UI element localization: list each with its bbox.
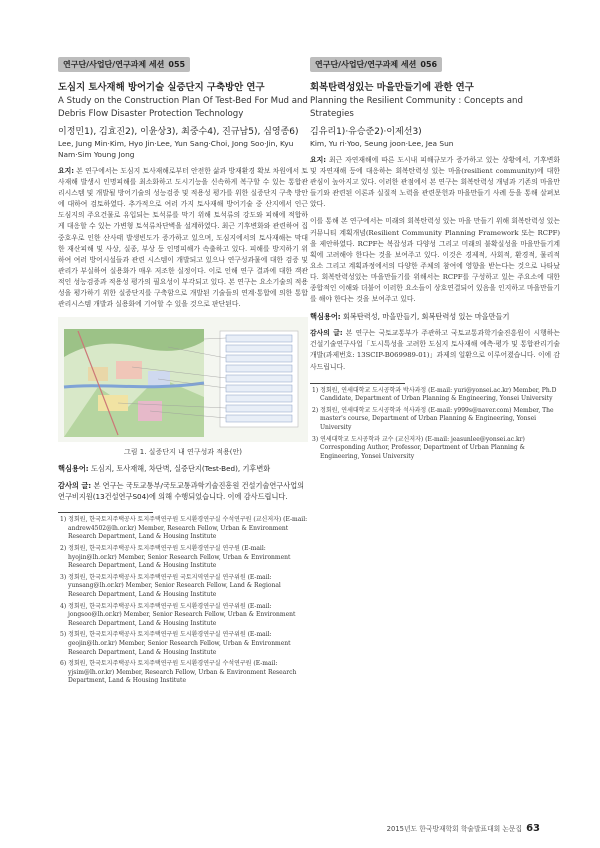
keywords-text: 회복탄력성, 마을만들기, 회복탄력성 있는 마을만들기 <box>342 312 510 322</box>
article-title-ko: 회복탄력성있는 마을만들기에 관한 연구 <box>310 82 474 93</box>
figure-1 <box>58 317 308 442</box>
session-tag-number: 056 <box>420 60 438 69</box>
session-tag-label: 연구단/사업단/연구과제 세션 <box>315 60 417 69</box>
authors-ko: 이정민1), 김효진2), 이윤상3), 최중수4), 진규남5), 심영종6) <box>58 127 299 137</box>
session-tag <box>310 57 442 72</box>
footnote: 3) 정회원, 한국토지주택공사 토지주택연구원 국토지역연구실 연구위원 (E-mail: yunsang@lh.or.kr) Member, Senior Research Fellow, Land & Regional Research Department, Land & Housing Institute <box>60 573 281 598</box>
page-footer <box>387 823 540 834</box>
keywords <box>310 311 560 322</box>
abstract-label: 요지: <box>58 167 74 175</box>
footnotes <box>310 387 560 462</box>
abstract-label: 요지: <box>310 156 326 164</box>
abstract <box>310 155 560 210</box>
footnote: 3) 연세대학교 도시공학과 교수 (교신저자) (E-mail: jeasunlee@yonsei.ac.kr) Corresponding Author, Professor, Department of Urban Planning & Engineering, Yonsei University <box>312 435 525 460</box>
article-title-en: Planning the Resilient Community : Concepts and Strategies <box>310 96 523 119</box>
footnote: 2) 정회원, 연세대학교 도시공학과 석사과정 (E-mail: y999s@naver.com) Member, The master's course, Department of Urban Planning & Engineering, Yonsei University <box>312 406 554 431</box>
footnote: 4) 정회원, 한국토지주택공사 토지주택연구원 도시환경연구실 연구위원 (E-mail: jongsoo@lh.or.kr) Member, Senior Research Fellow, Urban & Environment Research Department, Land & Housing Institute <box>60 602 296 627</box>
session-tag-number: 055 <box>168 60 186 69</box>
ack-text: 본 연구는 국토교통부/국토교통과학기술진흥원 건설기술연구사업의 연구비지원(13건설연구S04)에 의해 수행되었습니다. 이에 감사드립니다. <box>58 481 305 502</box>
acknowledgement <box>310 328 560 372</box>
keywords-label: 핵심용어: <box>58 464 89 474</box>
footnote: 5) 정회원, 한국토지주택공사 토지주택연구원 도시환경연구실 연구위원 (E-mail: geojin@lh.or.kr) Member, Senior Research Fellow, Urban & Environment Research Department, Land & Housing Institute <box>60 631 291 656</box>
authors-en: Lee, Jung Min·Kim, Hyo Jin·Lee, Yun Sang·Choi, Jong Soo·Jin, Kyu Nam·Sim Young Jong <box>58 139 294 159</box>
footnote: 6) 정회원, 한국토지주택공사 토지주택연구원 도시환경연구실 수석연구원 (E-mail: yjsim@lh.or.kr) Member, Research Fellow, Urban & Environment Research Department, Land & Housing Institute <box>60 660 297 685</box>
abstract-text: 최근 자연재해에 따른 도시내 피해규모가 증가하고 있는 상황에서, 기후변화 및 자연재해 등에 대응하는 회복탄력성 있는 마을(resilient community)에 대한 관심이 높아지고 있다. 이러한 관점에서 본 연구는 회복탄력성 개념과 기존의 마을만들기와 관련된 이론과 실질적 노력을 관련문헌과 마을만들기 사례 등을 통해 살펴보았다. <box>310 156 560 209</box>
footnote: 2) 정회원, 한국토지주택공사 토지주택연구원 도시환경연구실 연구원 (E-mail: hyojin@lh.or.kr) Member, Senior Research Fellow, Urban & Environment Research Department, Land & Housing Institute <box>60 545 291 570</box>
footnote-divider <box>58 512 153 513</box>
left-article <box>58 52 308 686</box>
keywords-label: 핵심용어: <box>310 312 341 322</box>
authors-ko: 김유리1)·유승준2)·이제선3) <box>310 127 422 137</box>
keywords <box>58 463 308 474</box>
right-article <box>310 52 560 461</box>
article-title-en: A Study on the Construction Plan Of Test-Bed For Mud and Debris Flow Disaster Protection Technology <box>58 96 308 119</box>
footnote: 1) 정회원, 연세대학교 도시공학과 박사과정 (E-mail: yuri@yonsei.ac.kr) Member, Ph.D Candidate, Department of Urban Planning & Engineering, Yonsei University <box>312 386 557 403</box>
footnote-divider <box>310 383 405 384</box>
session-tag-label: 연구단/사업단/연구과제 세션 <box>63 60 165 69</box>
footnote: 1) 정회원, 한국토지주택공사 토지주택연구원 도시환경연구실 수석연구원 (교신저자) (E-mail: andrew4502@lh.or.kr) Member, Research Fellow, Urban & Environment Research Department, Land & Housing Institute <box>60 516 308 541</box>
keywords-text: 도심지, 토사재해, 차단벽, 실증단지(Test-Bed), 기후변화 <box>90 464 271 474</box>
abstract-continued: 이를 통해 본 연구에서는 미래의 회복탄력성 있는 마을 만들기 위해 회복탄력성 있는 커뮤니티 계획개념(Resilient Community Planning Framework 또는 RCPF)을 제안하였다. RCPF는 복잡성과 다양성 그리고 미래의 불확실성을 마을만들기계획에 고려해야 한다는 것을 보여주고 있다. 이것은 경제적, 사회적, 환경적, 물리적 요소 그리고 계획과정에서의 다양한 주체의 참여에 영향을 받는다는 것으로 나타났다. 회복탄력성있는 마을만들기를 위해서는 RCPF를 구성하고 있는 주요소에 대한 종합적인 이해와 더불어 이러한 요소들이 상호연결되어 있음을 인지하고 마을만들기를 해야 한다는 것을 보여주고 있다. <box>310 217 560 304</box>
authors-en: Kim, Yu ri·Yoo, Seung joon·Lee, Jea Sun <box>310 139 454 148</box>
footnotes <box>58 516 308 686</box>
acknowledgement <box>58 480 308 502</box>
ack-label: 감사의 글: <box>58 481 92 491</box>
footer-text: 2015년도 한국방재학회 학술발표대회 논문집 <box>386 825 523 833</box>
article-title-ko: 도심지 토사재해 방어기술 실증단지 구축방안 연구 <box>58 82 265 93</box>
page-number: 63 <box>526 823 540 834</box>
ack-label: 감사의 글: <box>310 329 343 338</box>
session-tag <box>58 57 190 72</box>
test-bed-map-image <box>58 317 308 442</box>
abstract <box>58 166 308 310</box>
abstract-text: 본 연구에서는 도심지 토사재해로부터 안전한 삶과 방재환경 확보 차원에서 토사재해 발생시 인명피해를 최소화하고 도시기능을 신속하게 복구할 수 있는 통합관리시스템 및 개발될 방어기술의 성능검증 및 적용성 평가를 위한 실증단지 구축 방안에 대하여 검토하였다. 추가적으로 여러 가지 토사재해 방어기술 중 산지에서 인근 도심지의 주요건물로 유입되는 토석류를 막기 위해 토석류의 강도와 피해에 적합하게 대응할 수 있는 가변형 토석류차단벽을 설계하였다. 최근 기후변화와 관련하여 집중호우로 인한 산사태 발생빈도가 증가하고 있으며, 도심지에서의 토사재해는 막대한 재산피해 및 사상, 실종, 부상 등 인명피해가 속출하고 있다. 피해를 방지하기 위하여 여러 방어시설들과 관련 시스템이 개발되고 있으나 연구성과물에 대한 검증 및 관리가 부실하여 실용화가 매우 저조한 실정이다. 이로 인해 연구 결과에 대한 객관적인 성능검증과 적용성 평가의 필요성이 부각되고 있다. 본 연구는 요소기술의 적용성을 평가하기 위한 실증단지를 구축함으로 개발된 기술들의 연계·통합에 의한 통합관리시스템 개발과 실용화에 기여할 수 있을 것으로 판단된다. <box>58 167 308 309</box>
ack-text: 본 연구는 국토교통부가 주관하고 국토교통과학기술진흥원이 시행하는 건설기술연구사업「도시특성을 고려한 도심지 토사재해 예측·평가 및 통합관리기술 개발(과제번호: 13SCIP-B069989-01)」과제의 일환으로 이루어졌습니다. 이에 감사드립니다. <box>310 329 560 371</box>
figure-caption: 그림 1. 실증단지 내 연구성과 적용(안) <box>124 448 242 457</box>
